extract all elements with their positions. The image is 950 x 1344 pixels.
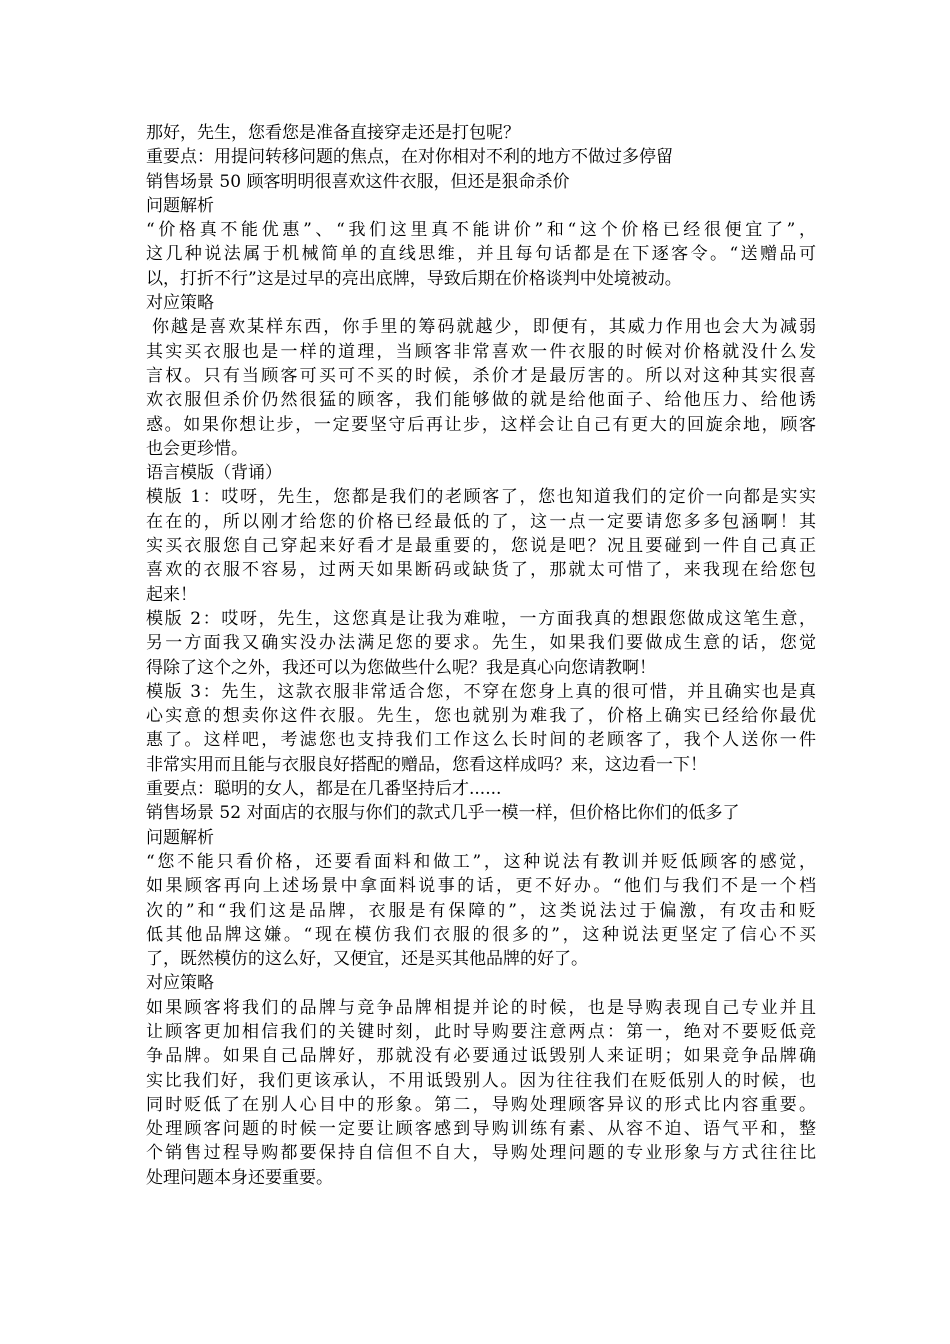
text-line: 你越是喜欢某样东西，你手里的筹码就越少，即便有，其威力作用也会大为减弱 [152, 317, 816, 338]
text-line: 处理顾客问题的时候一定要让顾客感到导购训练有素、从容不迫、语气平和，整 [146, 1119, 816, 1140]
section-heading: 问题解析 [146, 827, 214, 848]
section-heading: 语言模版（背诵） [146, 463, 282, 484]
text-line: 在在的，所以刚才给您的价格已经最低的了，这一点一定要请您多多包涵啊！其 [146, 511, 816, 532]
text-line: 次的”和“我们这是品牌，衣服是有保障的”，这类说法过于偏激，有攻击和贬 [146, 900, 816, 921]
text-line: 了，既然模仿的这么好，又便宜，还是买其他品牌的好了。 [146, 949, 588, 970]
key-point-line: 重要点：聪明的女人，都是在几番坚持后才...... [146, 779, 502, 800]
section-heading: 对应策略 [146, 973, 214, 994]
text-line: 那好，先生，您看您是准备直接穿走还是打包呢？ [146, 123, 520, 143]
text-line: 低其他品牌这嫌。“现在模仿我们衣服的很多的”，这种说法更坚定了信心不买 [146, 924, 816, 945]
text-line: 也会更珍惜。 [146, 438, 248, 459]
text-line: 惑。如果你想让步，一定要坚守后再让步，这样会让自己有更大的回旋余地，顾客 [146, 414, 816, 435]
template-line: 模版 1：哎呀，先生，您都是我们的老顾客了，您也知道我们的定价一向都是实实 [146, 487, 816, 508]
text-line: 心实意的想卖你这件衣服。先生，您也就别为难我了，价格上确实已经给你最优 [146, 706, 816, 727]
text-line: 个销售过程导购都要保持自信但不自大，导购处理问题的专业形象与方式往往比 [146, 1143, 816, 1164]
scenario-heading: 销售场景 50 顾客明明很喜欢这件衣服，但还是狠命杀价 [146, 171, 570, 192]
text-line: 欢衣服但杀价仍然很猛的顾客，我们能够做的就是给他面子、给他压力、给他诱 [146, 390, 816, 411]
text-line: 让顾客更加相信我们的关键时刻，此时导购要注意两点：第一，绝对不要贬低竞 [146, 1021, 816, 1042]
text-line: 起来！ [146, 584, 197, 605]
text-line: “您不能只看价格，还要看面料和做工”，这种说法有教训并贬低顾客的感觉， [146, 851, 816, 872]
template-line: 模版 2：哎呀，先生，这您真是让我为难啦，一方面我真的想跟您做成这笔生意， [146, 608, 816, 629]
text-line: 非常实用而且能与衣服良好搭配的赠品，您看这样成吗？来，这边看一下！ [146, 754, 707, 775]
text-line: 以，打折不行”这是过早的亮出底牌，导致后期在价格谈判中处境被动。 [146, 268, 682, 289]
text-line: 如果顾客再向上述场景中拿面料说事的话，更不好办。“他们与我们不是一个档 [146, 876, 816, 897]
text-line: 实买衣服您自己穿起来好看才是最重要的，您说是吧？况且要碰到一件自己真正 [146, 536, 816, 557]
section-heading: 问题解析 [146, 195, 214, 216]
document-page [146, 121, 816, 1190]
text-line: 实比我们好，我们更该承认，不用诋毁别人。因为往往我们在贬低别人的时候，也 [146, 1070, 816, 1091]
text-line: 争品牌。如果自己品牌好，那就没有必要通过诋毁别人来证明；如果竞争品牌确 [146, 1046, 816, 1067]
key-point-line: 重要点：用提问转移问题的焦点，在对你相对不利的地方不做过多停留 [146, 147, 673, 168]
text-line: 另一方面我又确实没办法满足您的要求。先生，如果我们要做成生意的话，您觉 [146, 633, 816, 654]
text-line: 惠了。这样吧，考滤您也支持我们工作这么长时间的老顾客了，我个人送你一件 [146, 730, 816, 751]
text-line: 如果顾客将我们的品牌与竞争品牌相提并论的时候，也是导购表现自己专业并且 [146, 997, 816, 1018]
scenario-heading: 销售场景 52 对面店的衣服与你们的款式几乎一模一样，但价格比你们的低多了 [146, 803, 740, 824]
text-line: 同时贬低了在别人心目中的形象。第二，导购处理顾客异议的形式比内容重要。 [146, 1094, 816, 1115]
template-line: 模版 3：先生，这款衣服非常适合您，不穿在您身上真的很可惜，并且确实也是真 [146, 681, 816, 702]
text-line: 喜欢的衣服不容易，过两天如果断码或缺货了，那就太可惜了，来我现在给您包 [146, 560, 816, 581]
text-line: 处理问题本身还要重要。 [146, 1167, 333, 1188]
section-heading: 对应策略 [146, 293, 214, 314]
text-line: 其实买衣服也是一样的道理，当顾客非常喜欢一件衣服的时候对价格就没什么发 [146, 341, 816, 362]
text-line: 言权。只有当顾客可买可不买的时候，杀价才是最厉害的。所以对这种其实很喜 [146, 365, 816, 386]
text-line: 得除了这个之外，我还可以为您做些什么呢？我是真心向您请教啊！ [146, 657, 656, 678]
text-line: 这几种说法属于机械简单的直线思维，并且每句话都是在下逐客令。“送赠品可 [146, 244, 816, 265]
text-line: “价格真不能优惠”、“我们这里真不能讲价”和“这个价格已经很便宜了”， [146, 220, 816, 241]
